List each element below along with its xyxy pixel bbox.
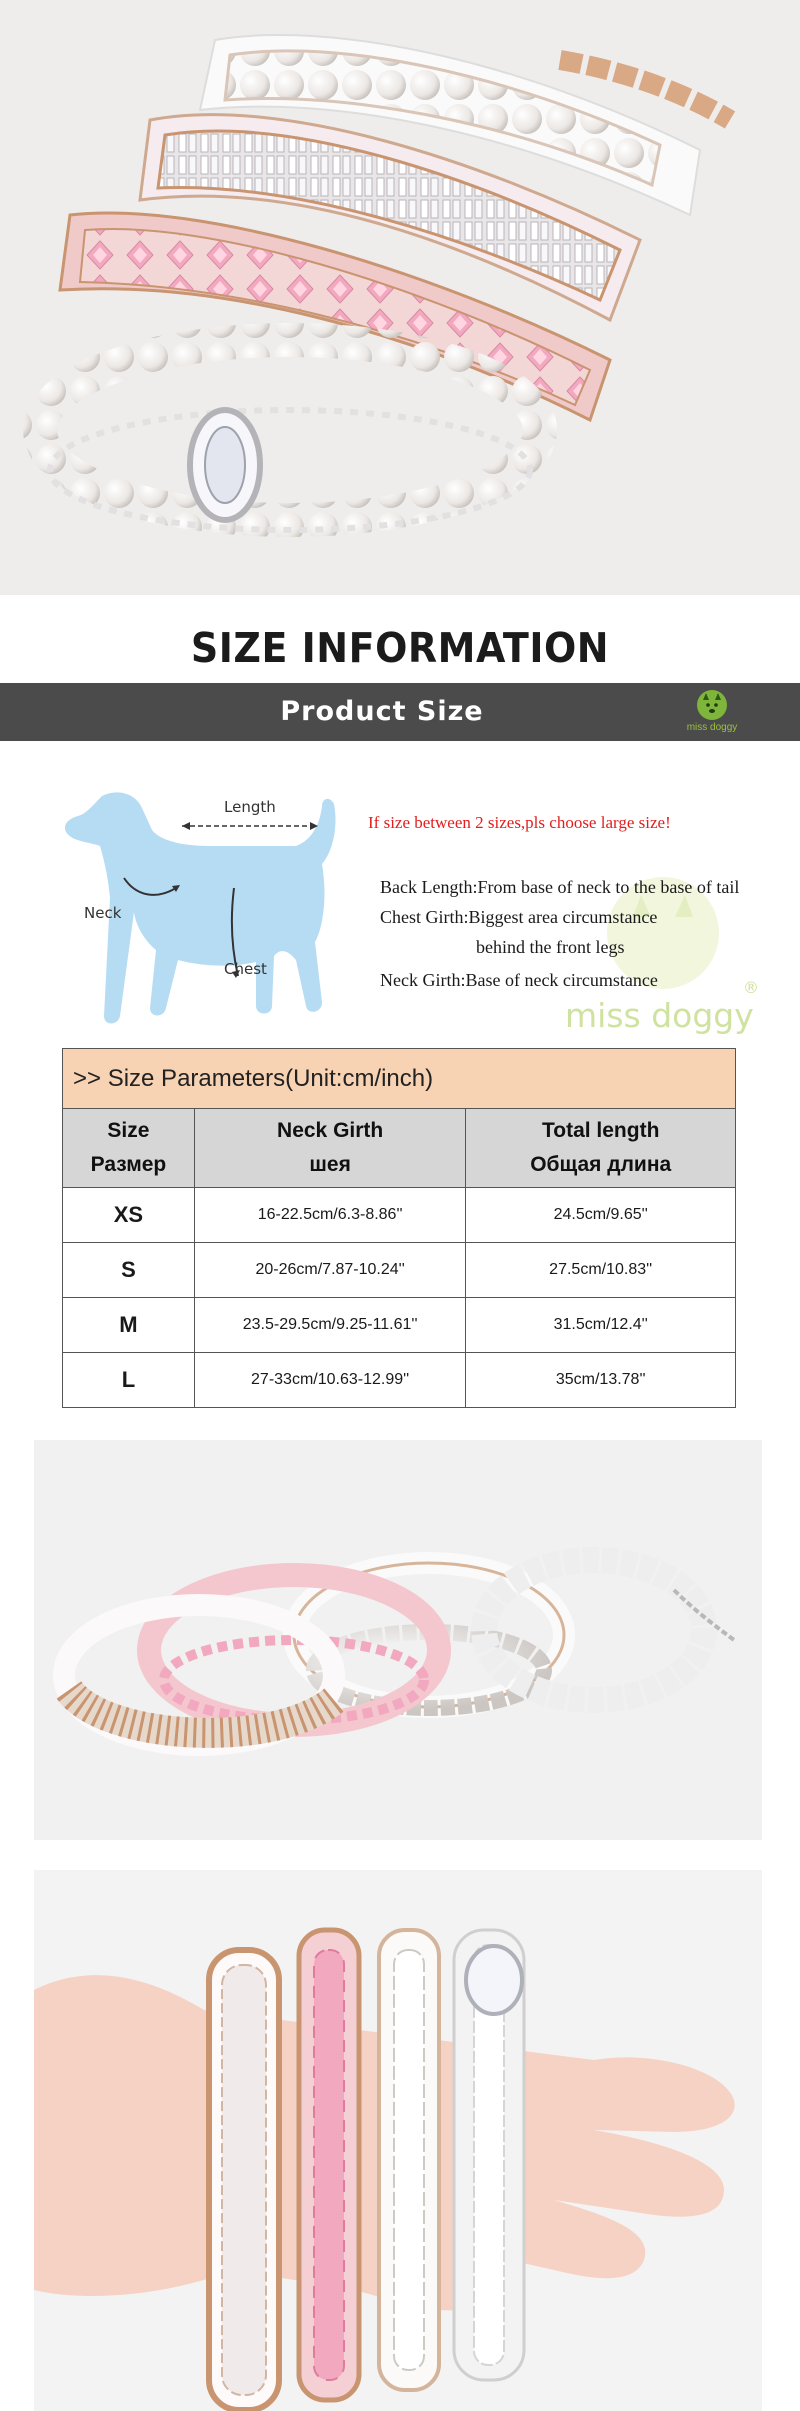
white-pearl-collar-worn bbox=[379, 1930, 439, 2390]
crystal-collar-small bbox=[64, 1605, 334, 1745]
pearl-collar bbox=[40, 340, 540, 530]
neck-girth-header: Neck Girth шея bbox=[194, 1109, 466, 1188]
total-length-cell: 31.5cm/12.4'' bbox=[466, 1298, 736, 1353]
table-row bbox=[63, 1243, 736, 1298]
total-length-cell: 27.5cm/10.83'' bbox=[466, 1243, 736, 1298]
brand-logo bbox=[672, 687, 752, 737]
size-cell: XS bbox=[63, 1188, 195, 1243]
collars-row-photo bbox=[34, 1440, 762, 1840]
product-size-bar bbox=[0, 683, 800, 741]
table-row bbox=[63, 1188, 736, 1243]
pink-collar-worn bbox=[299, 1930, 359, 2400]
chest-label: Chest bbox=[224, 960, 267, 978]
dog-face-icon bbox=[672, 687, 752, 723]
neck-girth-cell: 20-26cm/7.87-10.24'' bbox=[194, 1243, 466, 1298]
brand-logo-text: miss doggy bbox=[686, 722, 738, 733]
chest-girth-definition: Chest Girth:Biggest area circumstance bbox=[380, 907, 658, 927]
table-header-row bbox=[63, 1109, 736, 1188]
size-cell: M bbox=[63, 1298, 195, 1353]
product-size-label: Product Size bbox=[280, 696, 484, 727]
collars-on-hand-photo bbox=[34, 1870, 762, 2411]
collars-stack-photo bbox=[0, 0, 800, 595]
neck-girth-cell: 23.5-29.5cm/9.25-11.61'' bbox=[194, 1298, 466, 1353]
size-information-title: SIZE INFORMATION bbox=[190, 624, 610, 672]
neck-label: Neck bbox=[84, 904, 122, 922]
table-caption-row bbox=[63, 1049, 736, 1109]
watermark-text: miss doggy bbox=[565, 996, 754, 1035]
watermark-registered: ® bbox=[743, 978, 759, 997]
neck-girth-cell: 27-33cm/10.63-12.99'' bbox=[194, 1353, 466, 1408]
table-row bbox=[63, 1298, 736, 1353]
size-cell: L bbox=[63, 1353, 195, 1408]
dog-measure-diagram bbox=[60, 780, 380, 1045]
size-parameters-table bbox=[62, 1048, 736, 1408]
chest-girth-definition-cont: behind the front legs bbox=[476, 937, 625, 957]
neck-girth-cell: 16-22.5cm/6.3-8.86'' bbox=[194, 1188, 466, 1243]
back-length-definition: Back Length:From base of neck to the base of tail bbox=[380, 877, 740, 897]
size-header: Size Размер bbox=[63, 1109, 195, 1188]
length-label: Length bbox=[224, 798, 276, 816]
total-length-cell: 35cm/13.78'' bbox=[466, 1353, 736, 1408]
crystal-collar-worn bbox=[209, 1950, 279, 2410]
table-row bbox=[63, 1353, 736, 1408]
neck-girth-definition: Neck Girth:Base of neck circumstance bbox=[380, 970, 658, 990]
table-caption: >> Size Parameters(Unit:cm/inch) bbox=[63, 1049, 736, 1109]
total-length-cell: 24.5cm/9.65'' bbox=[466, 1188, 736, 1243]
size-hint: If size between 2 sizes,pls choose large size! bbox=[368, 813, 671, 832]
pearl-collar-small bbox=[484, 1560, 734, 1700]
total-length-header: Total length Общая длина bbox=[466, 1109, 736, 1188]
pearl-collar-worn bbox=[454, 1930, 524, 2380]
size-cell: S bbox=[63, 1243, 195, 1298]
